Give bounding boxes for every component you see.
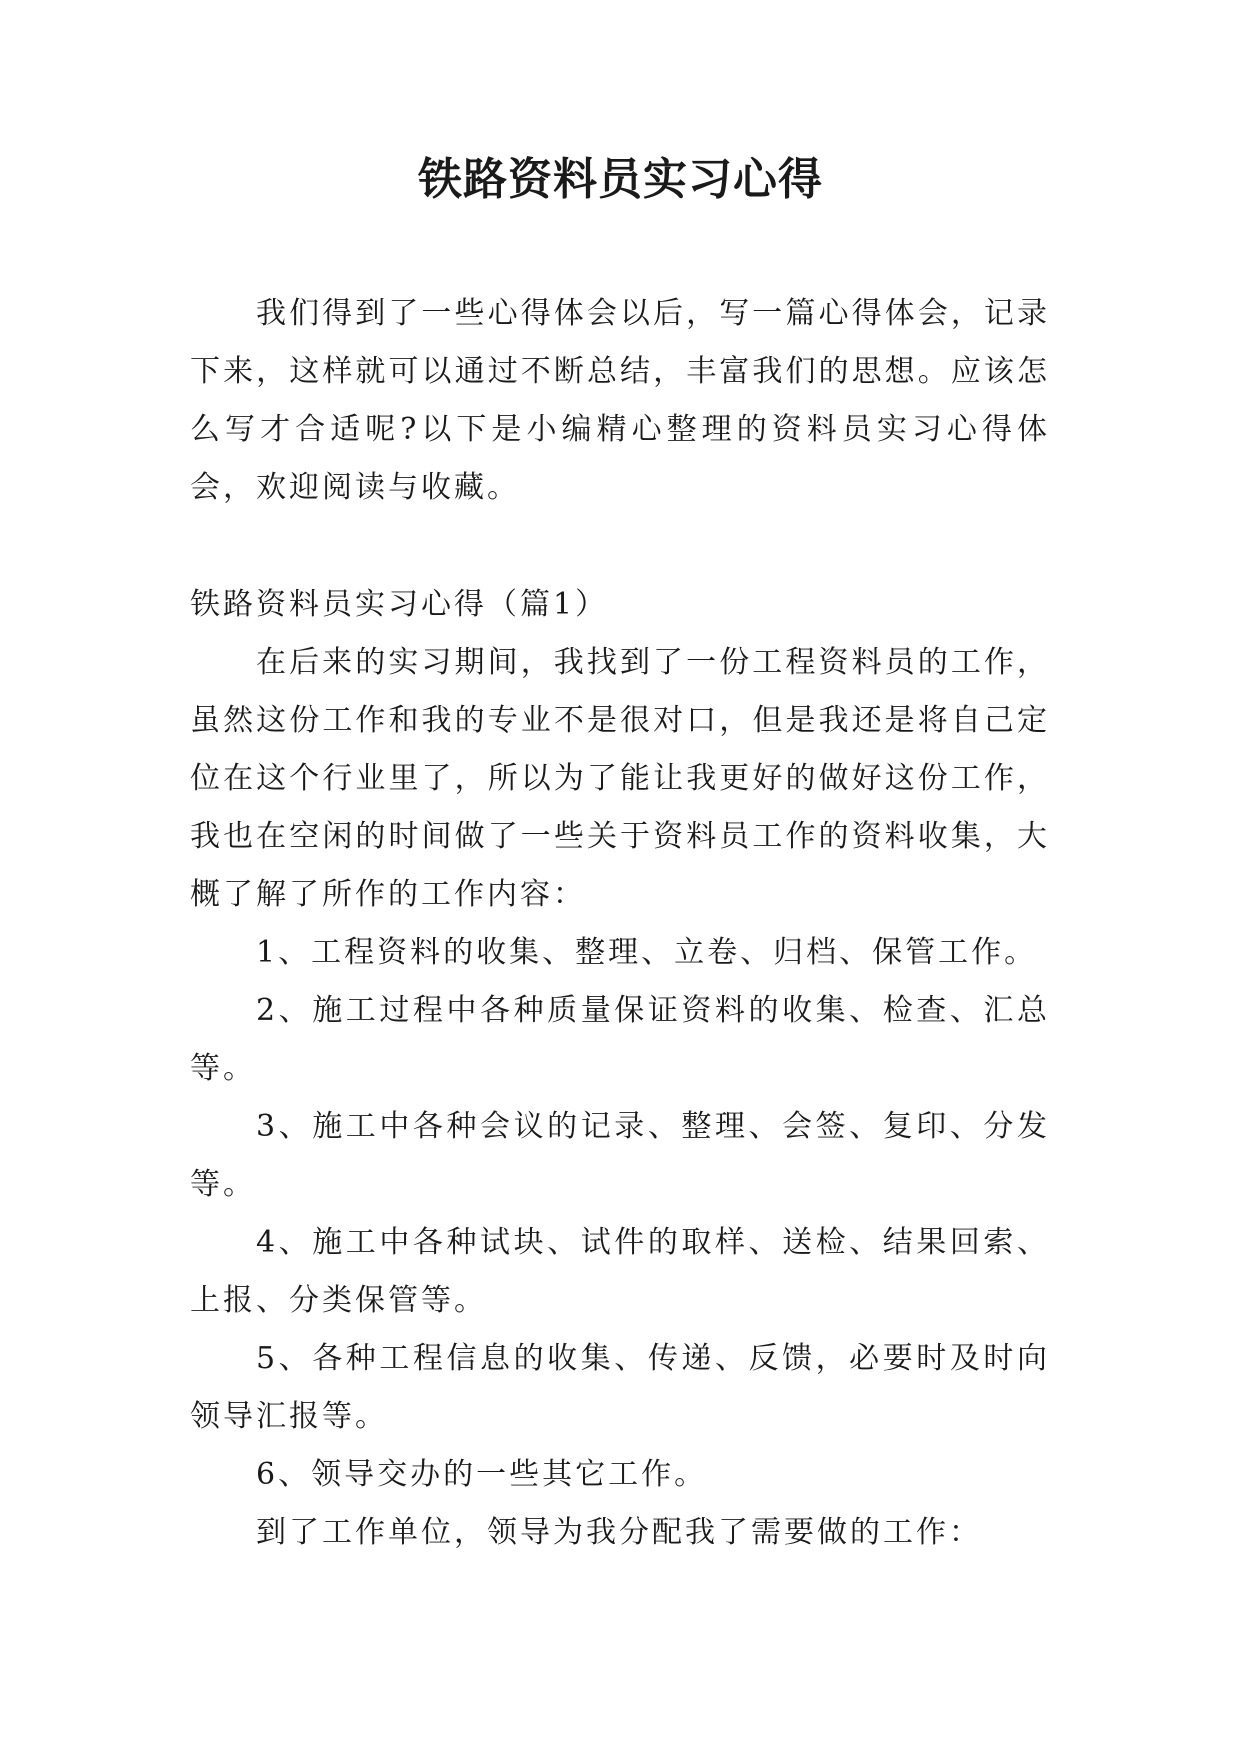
list-item: 1、工程资料的收集、整理、立卷、归档、保管工作。	[256, 935, 1038, 970]
list-item: 5、各种工程信息的收集、传递、反馈，必要时及时向领导汇报等。	[190, 1341, 1050, 1434]
list-item: 3、施工中各种会议的记录、整理、会签、复印、分发等。	[190, 1109, 1050, 1202]
list-item: 6、领导交办的一些其它工作。	[256, 1457, 708, 1492]
intro-paragraph: 我们得到了一些心得体会以后，写一篇心得体会，记录下来，这样就可以通过不断总结，丰富我们的思想。应该怎么写才合适呢?以下是小编精心整理的资料员实习心得体会，欢迎阅读与收藏。	[190, 296, 1050, 505]
list-item: 4、施工中各种试块、试件的取样、送检、结果回索、上报、分类保管等。	[190, 1225, 1050, 1318]
list-item: 2、施工过程中各种质量保证资料的收集、检查、汇总等。	[190, 993, 1050, 1086]
section-heading: 铁路资料员实习心得（篇1）	[190, 587, 609, 622]
body-paragraph: 在后来的实习期间，我找到了一份工程资料员的工作，虽然这份工作和我的专业不是很对口，但是我还是将自己定位在这个行业里了，所以为了能让我更好的做好这份工作，我也在空闲的时间做了一些关于资料员工作的资料收集，大概了解了所作的工作内容：	[190, 645, 1050, 912]
body-paragraph: 到了工作单位，领导为我分配我了需要做的工作：	[256, 1515, 982, 1550]
intro-block	[190, 285, 1050, 517]
document-title: 铁路资料员实习心得	[418, 154, 823, 205]
section-1	[190, 576, 1050, 1562]
